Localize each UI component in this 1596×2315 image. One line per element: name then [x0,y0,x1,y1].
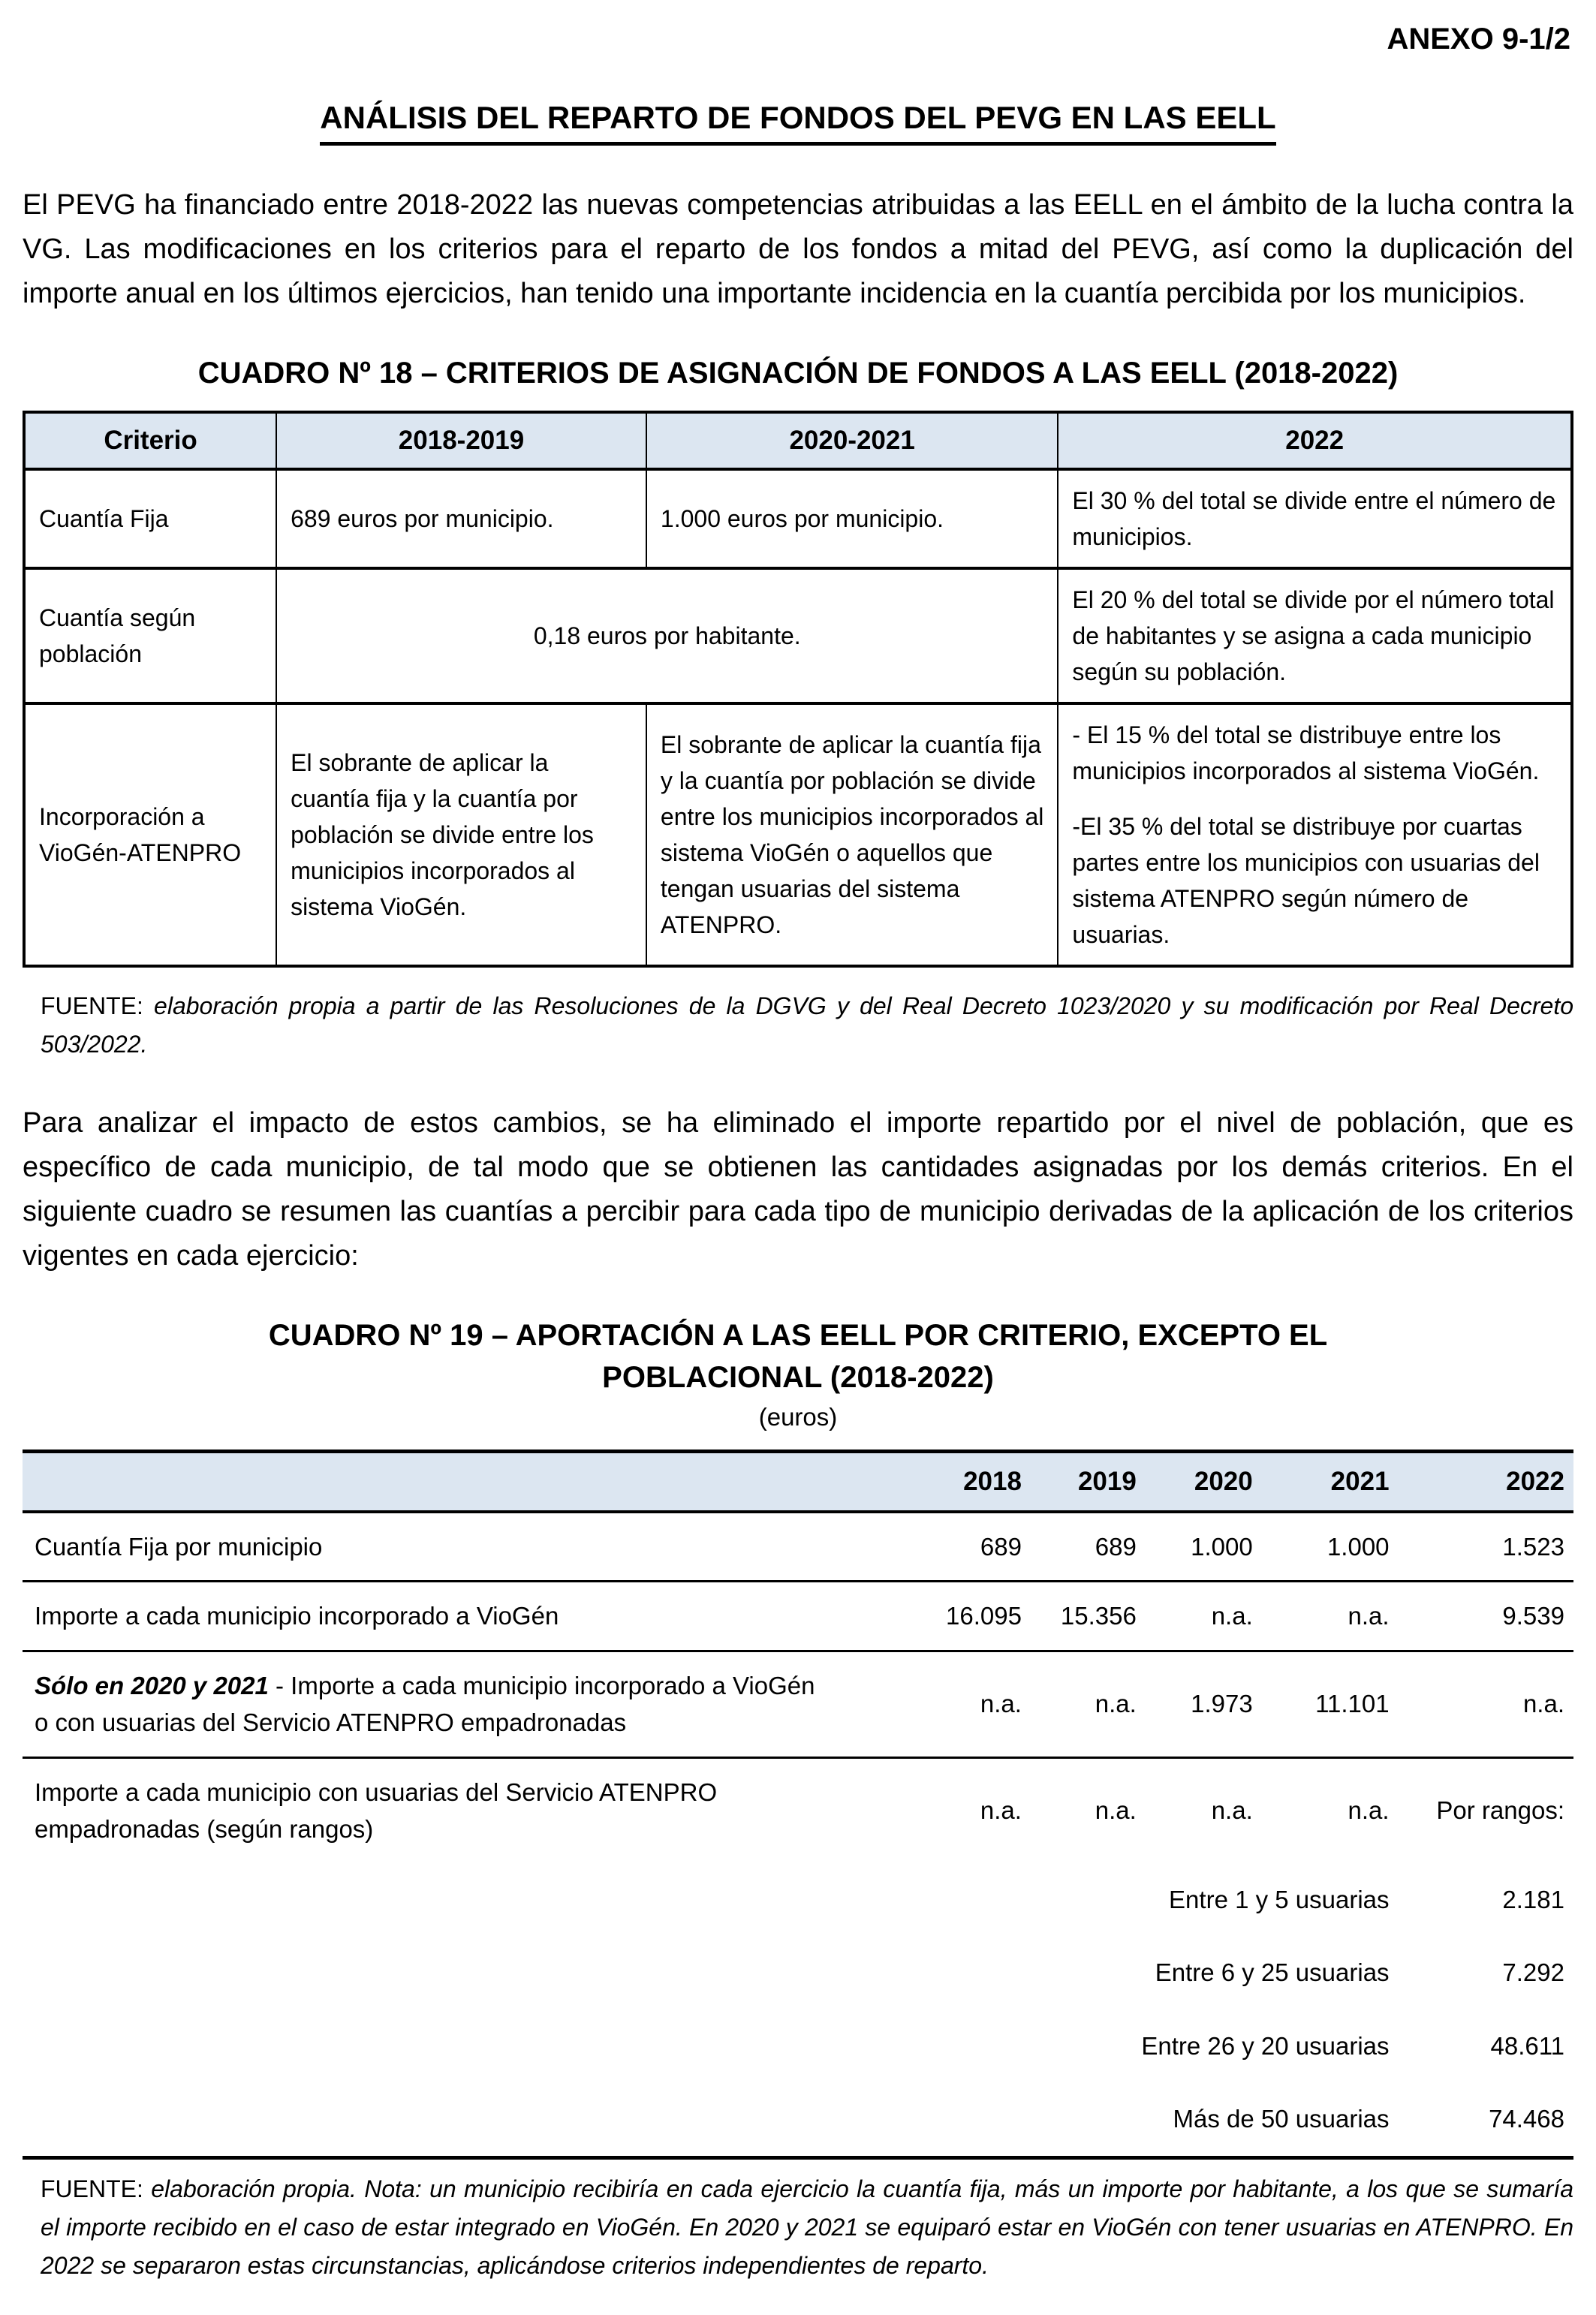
cell-2022: 9.539 [1399,1582,1573,1651]
range-row [23,2009,1573,2083]
cell-2021: n.a. [1262,1582,1399,1651]
range-value: 48.611 [1490,2031,1564,2060]
cuadro18-row3-1819: El sobrante de aplicar la cuantía fija y la cuantía por población se divide entre los municipios incorporados al sistema VioGén. [276,703,646,966]
row-label: Cuantía Fija por municipio [23,1512,829,1582]
cuadro18-table [23,411,1573,968]
range-value: 2.181 [1502,1885,1564,1913]
cell-2019: 15.356 [1031,1582,1146,1651]
cuadro18-row3-2022-item2: -El 35 % del total se distribuye por cuartas partes entre los municipios con usuarias del sistema ATENPRO según número de usuarias. [1072,812,1540,948]
cell-2019: 689 [1031,1512,1146,1582]
range-label: Más de 50 usuarias [23,2082,1399,2157]
cuadro18-header-2018-2019: 2018-2019 [276,412,646,469]
cuadro18-row2-merged: 0,18 euros por habitante. [276,568,1058,703]
cell-2021: n.a. [1348,1796,1390,1825]
cuadro19-units-label: (euros) [758,1402,838,1431]
cuadro18-row2-2022: El 20 % del total se divide por el número total de habitantes y se asigna a cada municipio según su población. [1058,568,1572,703]
source-text: elaboración propia. Nota: un municipio recibiría en cada ejercicio la cuantía fija, más un importe por habitante, a los que se sumaría el importe recibido en el caso de estar integrado en VioGén. En 2020 y 2021 se equiparó estar en VioGén con tener usuarias en ATENPRO. En 2022 se separaron estas circunstancias, aplicándose criterios independientes de reparto. [41,2175,1573,2279]
table-row [23,1582,1573,1651]
cell-2021: 1.000 [1262,1512,1399,1582]
cell-2019: n.a. [1031,1651,1146,1757]
range-label: Entre 6 y 25 usuarias [1155,1958,1390,1987]
cuadro19-header-2021: 2021 [1262,1451,1399,1512]
row-label: Importe a cada municipio incorporado a VioGén [23,1582,829,1651]
intro-paragraph: El PEVG ha financiado entre 2018-2022 las nuevas competencias atribuidas a las EELL en el ámbito de la lucha contra la VG. Las modificaciones en los criterios para el reparto de los fondos a mitad del PEVG, así como la duplicación del importe anual en los últimos ejercicios, han tenido una importante incidencia en la cuantía percibida por los municipios. [23,189,1573,309]
cell-2022: Por rangos: [1436,1796,1564,1825]
range-row [23,1863,1573,1937]
row-label: Importe a cada municipio con usuarias del Servicio ATENPRO empadronadas (según rangos) [35,1778,718,1844]
cell-2018: n.a. [829,1651,1031,1757]
source-label: FUENTE: [41,2175,143,2202]
row-label-rest: - Importe a cada municipio incorporado a VioGén o con usuarias del Servicio ATENPRO empadronadas [35,1671,815,1737]
row-label-emphasis: Sólo en 2020 y 2021 [35,1671,269,1699]
range-row [23,2082,1573,2157]
cuadro18-row3-2022 [1058,703,1572,966]
cell-2019: n.a. [1095,1796,1137,1825]
table-row [24,469,1572,568]
cell-2021: 11.101 [1262,1651,1399,1757]
table-row [24,703,1572,966]
cell-2022: n.a. [1399,1651,1573,1757]
row-label [23,1651,829,1757]
table-row [24,568,1572,703]
range-value: 7.292 [1502,1958,1564,1987]
cuadro19-title-line2: POBLACIONAL (2018-2022) [602,1360,994,1394]
cuadro18-header-criterio: Criterio [24,412,276,469]
cell-2020: n.a. [1211,1796,1253,1825]
cell-2020: 1.973 [1146,1651,1262,1757]
cuadro18-row1-2021: 1.000 euros por municipio. [646,469,1058,568]
analysis-paragraph: Para analizar el impacto de estos cambios, se ha eliminado el importe repartido por el nivel de población, que es específico de cada municipio, de tal modo que se obtienen las cantidades asignadas por los demás criterios. En el siguiente cuadro se resumen las cuantías a percibir para cada tipo de municipio derivadas de la aplicación de los criterios vigentes en cada ejercicio: [23,1107,1573,1272]
cuadro19-header-2022: 2022 [1399,1451,1573,1512]
table-row [23,1651,1573,1757]
cuadro18-source-note [23,987,1573,1064]
cuadro18-row1-1819: 689 euros por municipio. [276,469,646,568]
cuadro19-title-line1: CUADRO Nº 19 – APORTACIÓN A LAS EELL POR CRITERIO, EXCEPTO EL [268,1318,1328,1352]
cuadro18-title: CUADRO Nº 18 – CRITERIOS DE ASIGNACIÓN DE FONDOS A LAS EELL (2018-2022) [197,356,1399,390]
source-label: FUENTE: [41,992,143,1019]
cuadro18-row3-criterio: Incorporación a VioGén-ATENPRO [24,703,276,966]
cuadro18-row3-2021: El sobrante de aplicar la cuantía fija y la cuantía por población se divide entre los municipios incorporados al sistema VioGén o aquellos que tengan usuarias del sistema ATENPRO. [646,703,1058,966]
cuadro19-header-blank [23,1451,829,1512]
cell-2018: n.a. [980,1796,1022,1825]
cuadro19-header-2019: 2019 [1031,1451,1146,1512]
cuadro19-header-2020: 2020 [1146,1451,1262,1512]
cuadro18-row1-2022: El 30 % del total se divide entre el número de municipios. [1058,469,1572,568]
range-row [23,1936,1573,2009]
cuadro18-row3-2022-item1: - El 15 % del total se distribuye entre los municipios incorporados al sistema VioGén. [1072,721,1540,784]
cell-2022: 1.523 [1399,1512,1573,1582]
cuadro19-source-note [23,2170,1573,2286]
range-label: Entre 1 y 5 usuarias [1169,1885,1390,1913]
page-title: ANÁLISIS DEL REPARTO DE FONDOS DEL PEVG EN LAS EELL [23,100,1573,146]
cuadro19-table [23,1450,1573,2160]
cuadro19-header-2018: 2018 [829,1451,1031,1512]
cuadro18-row1-criterio: Cuantía Fija [24,469,276,568]
cuadro19-title [23,1314,1573,1398]
cuadro18-row2-criterio: Cuantía según población [24,568,276,703]
cuadro18-header-2020-2021: 2020-2021 [646,412,1058,469]
range-label: Entre 26 y 20 usuarias [1141,2031,1390,2060]
cuadro18-header-row [24,412,1572,469]
table-row [23,1757,1573,1863]
source-text: elaboración propia a partir de las Resoluciones de la DGVG y del Real Decreto 1023/2020 y su modificación por Real Decreto 503/2022. [41,992,1573,1058]
cell-2020: 1.000 [1146,1512,1262,1582]
cuadro19-header-row [23,1451,1573,1512]
range-value: 74.468 [1399,2082,1573,2157]
cell-2018: 16.095 [829,1582,1031,1651]
cell-2018: 689 [829,1512,1031,1582]
annex-label: ANEXO 9-1/2 [1387,23,1570,56]
cell-2020: n.a. [1146,1582,1262,1651]
table-row [23,1512,1573,1582]
cuadro18-header-2022: 2022 [1058,412,1572,469]
